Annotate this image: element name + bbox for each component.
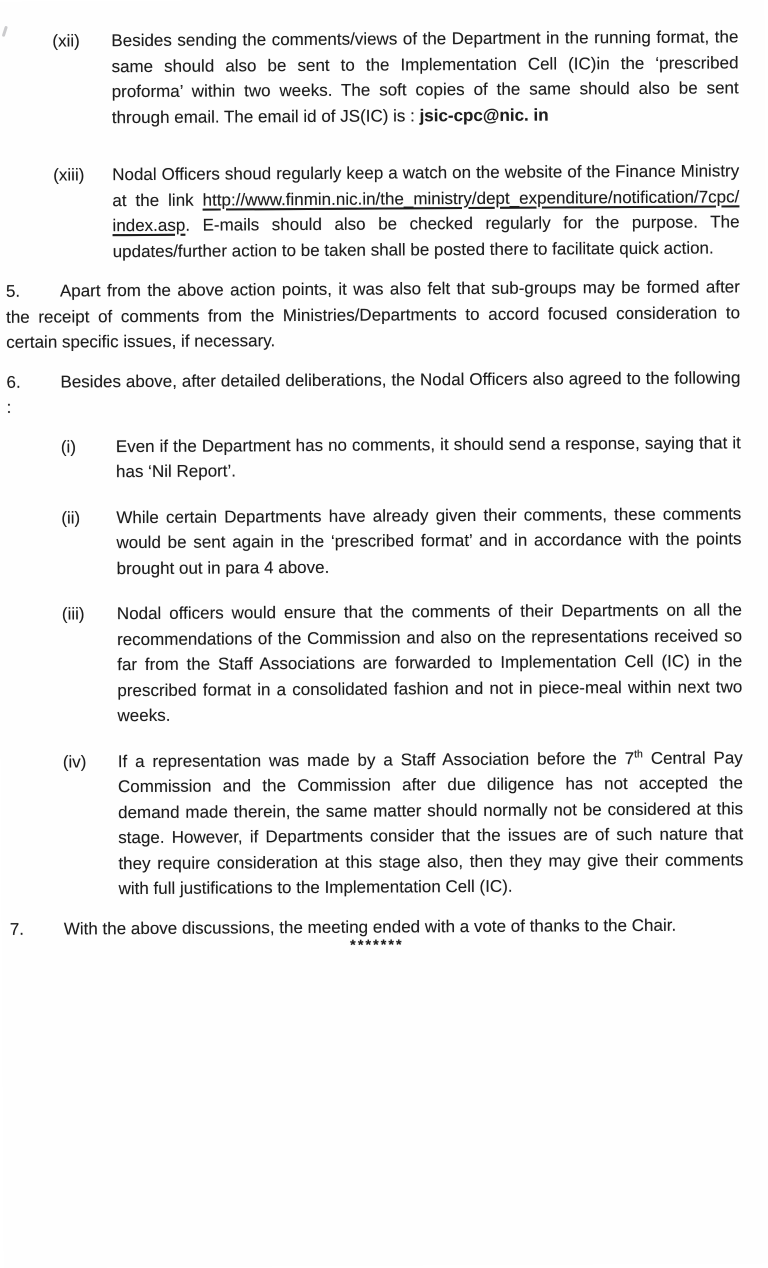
list-item-ii [7, 501, 741, 582]
paragraph-text: With the above discussions, the meeting ended with a vote of thanks to the Chair. [63, 915, 677, 938]
paragraph-text: Apart from the above action points, it was also felt that sub-groups may be formed after the receipt of comments from the Ministries/Departments to accord focused consideration to certain specific issues, if necessary. [6, 277, 741, 352]
paragraph-6 [6, 365, 740, 420]
paragraph-text: Besides above, after detailed deliberations, the Nodal Officers also agreed to the following : [6, 367, 741, 417]
list-item-i [7, 430, 741, 485]
end-of-document-marker: ******* [350, 937, 404, 954]
item-text: Besides sending the comments/views of the Department in the running format, the same should also be sent to the Implementation Cell (IC)in the ‘prescribed proforma’ within two weeks. The soft copies of the same should also be sent through email. The email id of JS(IC) is : jsic-cpc@nic. in [111, 27, 739, 127]
item-label: (iv) [62, 751, 87, 771]
list-item-xiii [5, 158, 740, 264]
list-item-iv [9, 745, 744, 902]
item-label: (xiii) [53, 165, 85, 185]
paragraph-number: 5. [5, 281, 21, 301]
item-label: (iii) [61, 604, 85, 624]
item-label: (ii) [61, 507, 81, 527]
paragraph-number: 7. [9, 919, 25, 939]
item-label: (i) [60, 436, 77, 457]
item-text: Nodal officers would ensure that the comments of their Departments on all the recommendations of the Commission and also on the representations received so far from the Staff Associations are forwarded to Implementation Cell (IC) in the prescribed format in a consolidated fashion and not in piece-meal within next two weeks. [116, 600, 743, 726]
paragraph-5 [6, 274, 740, 355]
item-label: (xii) [52, 31, 80, 51]
list-item-iii [8, 597, 743, 729]
item-text: While certain Departments have already given their comments, these comments would be sent again in the ‘prescribed format’ and in accordance with the points brought out in para 4 above. [116, 503, 742, 578]
item-text: If a representation was made by a Staff Association before the 7th Central Pay Commission and the Commission after due diligence has not accepted the demand made therein, the same matter should normally not be considered at this stage. However, if Departments consider that the issues are of such nature that they require consideration at this stage also, then they may give their comments with full justifications to the Implementation Cell (IC). [117, 747, 744, 899]
item-text: Even if the Department has no comments, it should send a response, saying that it has ‘Nil Report’. [115, 432, 741, 482]
paragraph-number: 6. [6, 372, 21, 392]
item-text: Nodal Officers shoud regularly keep a watch on the website of the Finance Ministry at the link http:/​/​www.finmin.nic.in/​the_ministry/​dept_expenditure/​notification/​7cpc/​index.asp. E-mails should also be checked regularly for the purpose. The updates/further action to be taken shall be posted there to facilitate quick action. [112, 161, 740, 261]
list-item-xii [4, 24, 739, 130]
